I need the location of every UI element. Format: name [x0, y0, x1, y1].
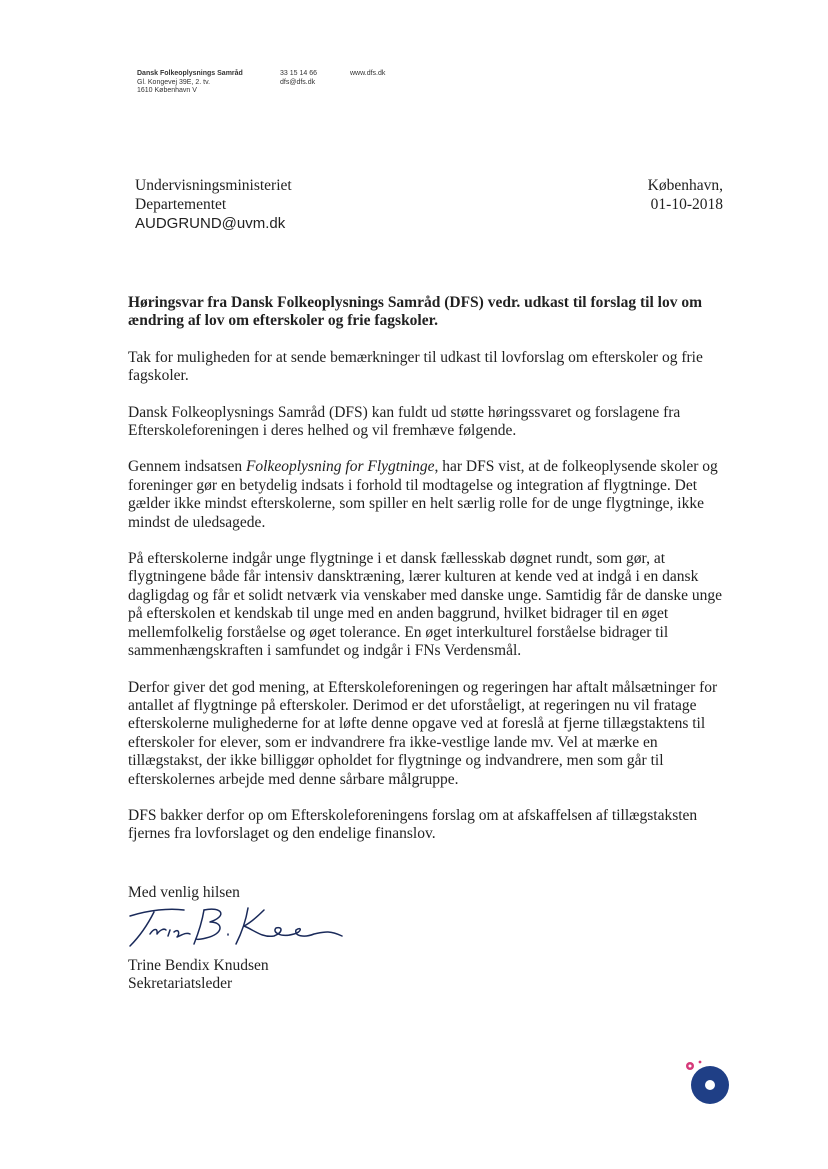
signer-title: Sekretariatsleder [128, 975, 233, 993]
subject-line: Høringsvar fra Dansk Folkeoplysnings Samråd (DFS) vedr. udkast til forslag til lov om ændring af lov om efterskoler og frie fagskoler. [128, 294, 702, 330]
letterhead-web [350, 70, 385, 79]
date: 01-10-2018 [650, 196, 723, 213]
letterhead-contact [280, 70, 317, 87]
letter-body [128, 294, 728, 862]
place: København, [647, 177, 723, 194]
handwritten-signature [124, 902, 354, 952]
signer-name: Trine Bendix Knudsen [128, 957, 269, 974]
paragraph-6: DFS bakker derfor op om Efterskoleforeningens forslag om at afskaffelsen af tillægstaksten fjernes fra lovforslaget og den endelige finanslov. [128, 806, 698, 843]
letterhead-address [137, 70, 243, 96]
website: www.dfs.dk [350, 70, 386, 77]
paragraph-3-start: Gennem indsatsen [128, 458, 246, 476]
phone: 33 15 14 66 [280, 70, 317, 77]
paragraph-2: Dansk Folkeoplysnings Samråd (DFS) kan fuldt ud støtte høringssvaret og forslagene fra Efterskoleforeningen i deres helhed og vil fremhæve følgende. [128, 403, 681, 440]
address-line-1: Gl. Kongevej 39E, 2. tv. [137, 78, 211, 86]
paragraph-3-end: , har DFS vist, at de folkeoplysende skoler og foreninger gør en betydelig indsats i forhold til modtagelse og integration af flygtninge. Det gælder ikke mindst efterskolerne, som spiller en helt særlig rolle for de unge flygtninge, ikke mindst de uledsagede. [128, 458, 718, 531]
initiative-name: Folkeoplysning for Flygtninge [245, 458, 435, 476]
recipient-email: AUDGRUND@uvm.dk [135, 215, 286, 232]
dfs-logo-icon [674, 1052, 736, 1108]
place-date-block [648, 176, 723, 214]
paragraph-5: Derfor giver det god mening, at Efterskoleforeningen og regeringen har aftalt målsætninger for antallet af flygtninge på efterskoler. Derimod er det uforståeligt, at regeringen nu vil fratage efterskolerne mulighederne for at løfte denne opgave ved at foreslå at fjerne tillægstaktens til efterskoler for elever, som er indvandrere fra ikke-vestlige lande mv. Vel at mærke en tillægstakst, der ikke billiggør opholdet for flygtninge og indvandrere, men som går til efterskolernes arbejde med denne sårbare målgruppe. [128, 678, 718, 788]
recipient-line-1: Undervisningsministeriet [135, 177, 292, 194]
address-line-2: 1610 København V [137, 87, 197, 94]
recipient-block [135, 176, 292, 233]
closing: Med venlig hilsen [128, 884, 240, 901]
recipient-line-2: Departementet [135, 196, 227, 213]
org-name: Dansk Folkeoplysnings Samråd [137, 70, 243, 77]
paragraph-1: Tak for muligheden for at sende bemærkninger til udkast til lovforslag om efterskoler og frie fagskoler. [128, 348, 703, 385]
paragraph-3 [128, 458, 728, 532]
signer-block [128, 957, 269, 994]
paragraph-4: På efterskolerne indgår unge flygtninge i et dansk fællesskab døgnet rundt, som gør, at flygtningene både får intensiv dansktræning, lærer kulturen at kende ved at indgå i en dansk dagligdag og får et solidt netværk via venskaber med danske unge. Samtidig får de danske unge på efterskolen et kendskab til unge med en anden baggrund, hvilket bidrager til en øget mellemfolkelig forståelse og øget tolerance. En øget interkulturel forståelse bidrager til sammenhængskraften i samfundet og indgår i FNs Verdensmål. [128, 550, 723, 660]
org-email: dfs@dfs.dk [280, 78, 316, 86]
